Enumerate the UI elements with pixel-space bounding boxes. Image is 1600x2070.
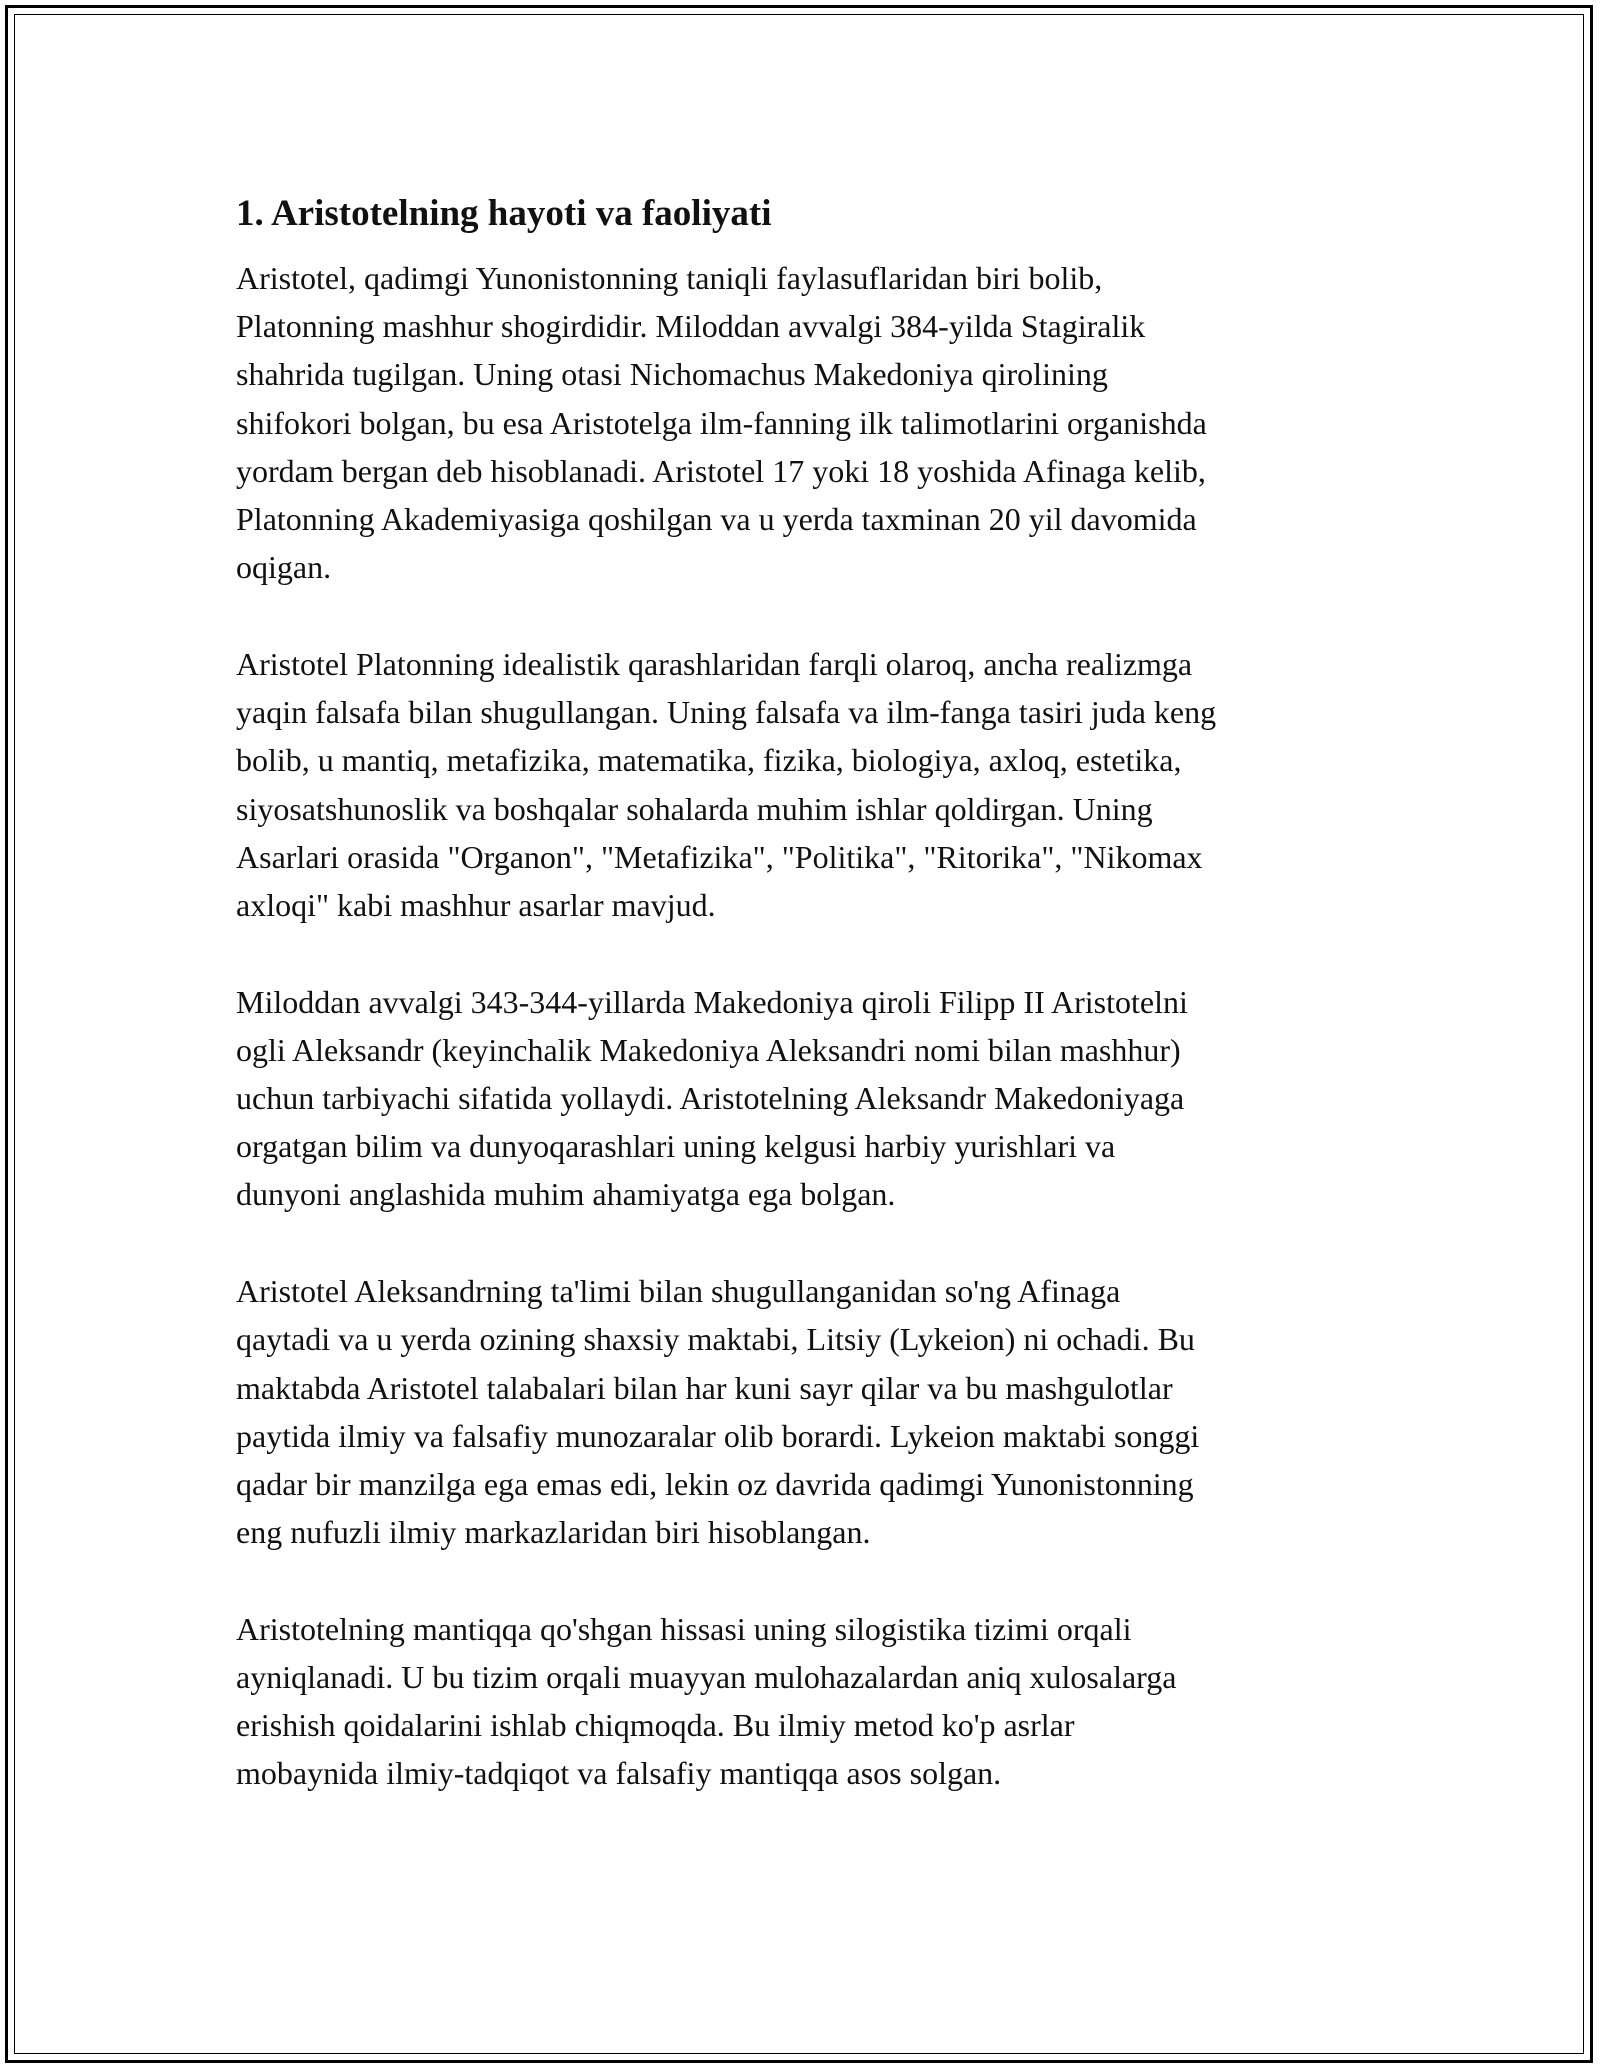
paragraph-line: bolib, u mantiq, metafizika, matematika, fizika, biologiya, axloq, estetika, [236, 742, 1182, 779]
paragraph-line: ayniqlanadi. U bu tizim orqali muayyan mulohazalardan aniq xulosalarga [236, 1659, 1177, 1696]
paragraph-line: yaqin falsafa bilan shugullangan. Uning falsafa va ilm-fanga tasiri juda keng [236, 694, 1217, 731]
paragraph-line: Platonning Akademiyasiga qoshilgan va u yerda taxminan 20 yil davomida [236, 501, 1197, 538]
paragraph-line: dunyoni anglashida muhim ahamiyatga ega bolgan. [236, 1176, 896, 1213]
paragraph-line: qadar bir manzilga ega emas edi, lekin oz davrida qadimgi Yunonistonning [236, 1465, 1194, 1502]
paragraph-line: maktabda Aristotel talabalari bilan har kuni sayr qilar va bu mashgulotlar [236, 1369, 1173, 1406]
paragraph-line: eng nufuzli ilmiy markazlaridan biri hisoblangan. [236, 1514, 871, 1551]
document-body [236, 186, 1366, 1846]
paragraph-line: mobaynida ilmiy-tadqiqot va falsafiy mantiqqa asos solgan. [236, 1755, 1002, 1792]
paragraph-5 [236, 1605, 1366, 1798]
paragraph-1 [236, 254, 1366, 591]
paragraph-line: oqigan. [236, 549, 332, 586]
paragraph-line: shahrida tugilgan. Uning otasi Nichomachus Makedoniya qirolining [236, 356, 1108, 393]
paragraph-line: orgatgan bilim va dunyoqarashlari uning kelgusi harbiy yurishlari va [236, 1128, 1116, 1165]
paragraph-line: yordam bergan deb hisoblanadi. Aristotel 17 yoki 18 yoshida Afinaga kelib, [236, 452, 1206, 489]
paragraph-line: qaytadi va u yerda ozining shaxsiy maktabi, Litsiy (Lykeion) ni ochadi. Bu [236, 1321, 1195, 1358]
paragraph-line: shifokori bolgan, bu esa Aristotelga ilm-fanning ilk talimotlarini organishda [236, 404, 1207, 441]
paragraph-line: Aristotel Aleksandrning ta'limi bilan shugullanganidan so'ng Afinaga [236, 1273, 1121, 1310]
paragraph-line: erishish qoidalarini ishlab chiqmoqda. Bu ilmiy metod ko'p asrlar [236, 1707, 1075, 1744]
paragraph-line: paytida ilmiy va falsafiy munozaralar olib borardi. Lykeion maktabi songgi [236, 1417, 1200, 1454]
paragraph-line: Platonning mashhur shogirdidir. Miloddan avvalgi 384-yilda Stagiralik [236, 308, 1146, 345]
paragraph-line: uchun tarbiyachi sifatida yollaydi. Aristotelning Aleksandr Makedoniyaga [236, 1080, 1185, 1117]
paragraph-line: Aristotelning mantiqqa qo'shgan hissasi uning silogistika tizimi orqali [236, 1610, 1132, 1647]
paragraph-line: Asarlari orasida "Organon", "Metafizika", "Politika", "Ritorika", "Nikomax [236, 838, 1203, 875]
paragraph-line: axloqi" kabi mashhur asarlar mavjud. [236, 886, 716, 923]
paragraph-line: siyosatshunoslik va boshqalar sohalarda muhim ishlar qoldirgan. Uning [236, 790, 1153, 827]
paragraph-line: Miloddan avvalgi 343-344-yillarda Makedoniya qiroli Filipp II Aristotelni [236, 983, 1188, 1020]
paragraph-4 [236, 1267, 1366, 1556]
paragraph-line: Aristotel Platonning idealistik qarashlaridan farqli olaroq, ancha realizmga [236, 645, 1193, 682]
paragraph-line: Aristotel, qadimgi Yunonistonning taniqli faylasuflaridan biri bolib, [236, 260, 1103, 296]
paragraph-line: ogli Aleksandr (keyinchalik Makedoniya Aleksandri nomi bilan mashhur) [236, 1031, 1181, 1068]
paragraph-3 [236, 978, 1366, 1219]
paragraph-2 [236, 640, 1366, 929]
section-heading: 1. Aristotelning hayoti va faoliyati [236, 193, 772, 234]
